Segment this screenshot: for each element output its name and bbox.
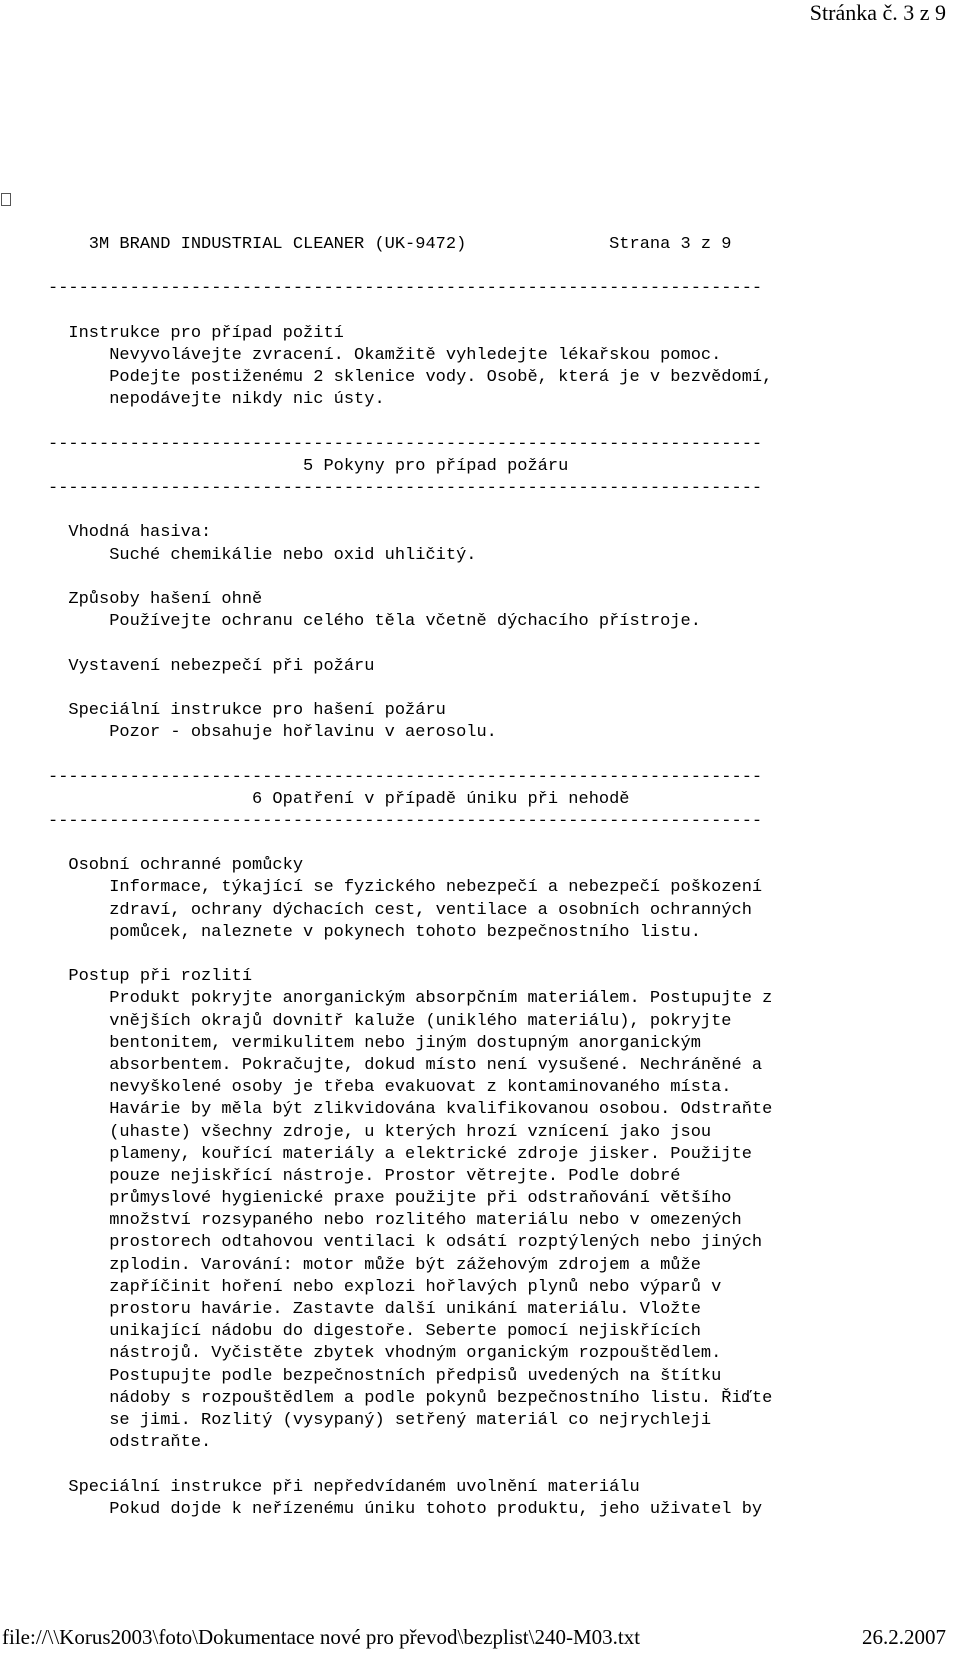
text-line: pouze nejiskřící nástroje. Prostor větrejte. Podle dobré [48, 1166, 681, 1186]
text-line: 5 Pokyny pro případ požáru [48, 456, 569, 476]
text-line: 3M BRAND INDUSTRIAL CLEANER (UK-9472) Strana 3 z 9 [48, 235, 732, 254]
divider-line: ---------------------------------------------------------------------- [48, 479, 763, 499]
text-line: Postup při rozlití [48, 967, 253, 987]
text-line: Nevyvolávejte zvracení. Okamžitě vyhledejte lékařskou pomoc. [48, 345, 722, 365]
text-line: Vystavení nebezpečí při požáru [48, 656, 375, 676]
text-line: Pokud dojde k neřízenému úniku tohoto produktu, jeho uživatel by [48, 1499, 763, 1519]
text-line: zapříčinit hoření nebo explozi hořlavých plynů nebo výparů v [48, 1277, 722, 1297]
divider-line: ---------------------------------------------------------------------- [48, 434, 763, 454]
text-line: absorbentem. Pokračujte, dokud místo není vysušené. Nechráněné a [48, 1055, 763, 1075]
text-line: Produkt pokryjte anorganickým absorpčním materiálem. Postupujte z [48, 989, 773, 1009]
missing-glyph-icon [1, 193, 11, 206]
page-footer [0, 1624, 960, 1654]
text-line: Speciální instrukce při nepředvídaném uvolnění materiálu [48, 1477, 640, 1497]
text-line: Informace, týkající se fyzického nebezpečí a nebezpečí poškození [48, 878, 763, 898]
text-line: Způsoby hašení ohně [48, 590, 263, 609]
text-line: Pozor - obsahuje hořlavinu v aerosolu. [48, 723, 497, 743]
text-line: Instrukce pro případ požití [48, 323, 344, 343]
print-date: 26.2.2007 [862, 1625, 946, 1649]
text-line: průmyslové hygienické praxe použijte při odstraňování většího [48, 1189, 732, 1209]
text-line: Osobní ochranné pomůcky [48, 856, 304, 876]
text-line: vnějších okrajů dovnitř kaluže (uniklého materiálu), pokryjte [48, 1011, 732, 1031]
text-line: Postupujte podle bezpečnostních předpisů uvedených na štítku [48, 1366, 722, 1386]
blank-line [48, 567, 772, 589]
divider-line: ---------------------------------------------------------------------- [48, 811, 763, 831]
text-line: Podejte postiženému 2 sklenice vody. Osobě, která je v bezvědomí, [48, 368, 773, 388]
text-line: se jimi. Rozlitý (vysypaný) setřený materiál co nejrychleji [48, 1410, 712, 1430]
text-line: zplodin. Varování: motor může být zážehovým zdrojem a může [48, 1255, 701, 1275]
text-line: množství rozsypaného nebo rozlitého materiálu nebo v omezených [48, 1211, 742, 1231]
text-line: Používejte ochranu celého těla včetně dýchacího přístroje. [48, 612, 701, 632]
text-line: Suché chemikálie nebo oxid uhličitý. [48, 545, 477, 565]
text-line: Speciální instrukce pro hašení požáru [48, 700, 446, 720]
text-line: prostoru havárie. Zastavte další unikání materiálu. Vložte [48, 1300, 701, 1319]
file-path-link[interactable]: file://\\Korus2003\foto\Dokumentace nové pro převod\bezplist\240-M03.txt [2, 1625, 641, 1649]
text-line: odstraňte. [48, 1433, 212, 1453]
text-line: zdraví, ochrany dýchacích cest, ventilace a osobních ochranných [48, 900, 752, 920]
text-line: prostorech odtahovou ventilaci k odsátí rozptýlených nebo jiných [48, 1233, 763, 1253]
blank-line [48, 744, 772, 766]
blank-line [48, 833, 772, 855]
blank-line [48, 256, 772, 278]
blank-line [48, 678, 772, 700]
text-line: nepodávejte nikdy nic ústy. [48, 390, 385, 410]
blank-line [48, 301, 772, 323]
text-line: bentonitem, vermikulitem nebo jiným dostupným anorganickým [48, 1033, 701, 1053]
text-line: nevyškolené osoby je třeba evakuovat z kontaminovaného místa. [48, 1078, 732, 1098]
blank-line [48, 1454, 772, 1476]
text-line: pomůcek, naleznete v pokynech tohoto bezpečnostního listu. [48, 922, 701, 942]
text-line: (uhaste) všechny zdroje, u kterých hrozí vznícení jako jsou [48, 1122, 712, 1142]
page-number-header: Stránka č. 3 z 9 [809, 0, 946, 25]
text-line: nástrojů. Vyčistěte zbytek vhodným organickým rozpouštědlem. [48, 1344, 722, 1364]
divider-line: ---------------------------------------------------------------------- [48, 767, 763, 787]
text-line: nádoby s rozpouštědlem a podle pokynů bezpečnostního listu. Řiďte [48, 1388, 773, 1408]
text-line: plameny, kouřící materiály a elektrické zdroje jisker. Použijte [48, 1144, 752, 1164]
blank-line [48, 633, 772, 655]
text-line: Havárie by měla být zlikvidována kvalifikovanou osobou. Odstraňte [48, 1100, 773, 1120]
text-line: 6 Opatření v případě úniku při nehodě [48, 789, 630, 809]
text-line: Vhodná hasiva: [48, 523, 212, 543]
blank-line [48, 500, 772, 522]
divider-line: ---------------------------------------------------------------------- [48, 279, 763, 299]
document-body [48, 234, 772, 1521]
blank-line [48, 944, 772, 966]
blank-line [48, 412, 772, 434]
text-line: unikající nádobu do digestoře. Seberte pomocí nejiskřících [48, 1322, 701, 1342]
